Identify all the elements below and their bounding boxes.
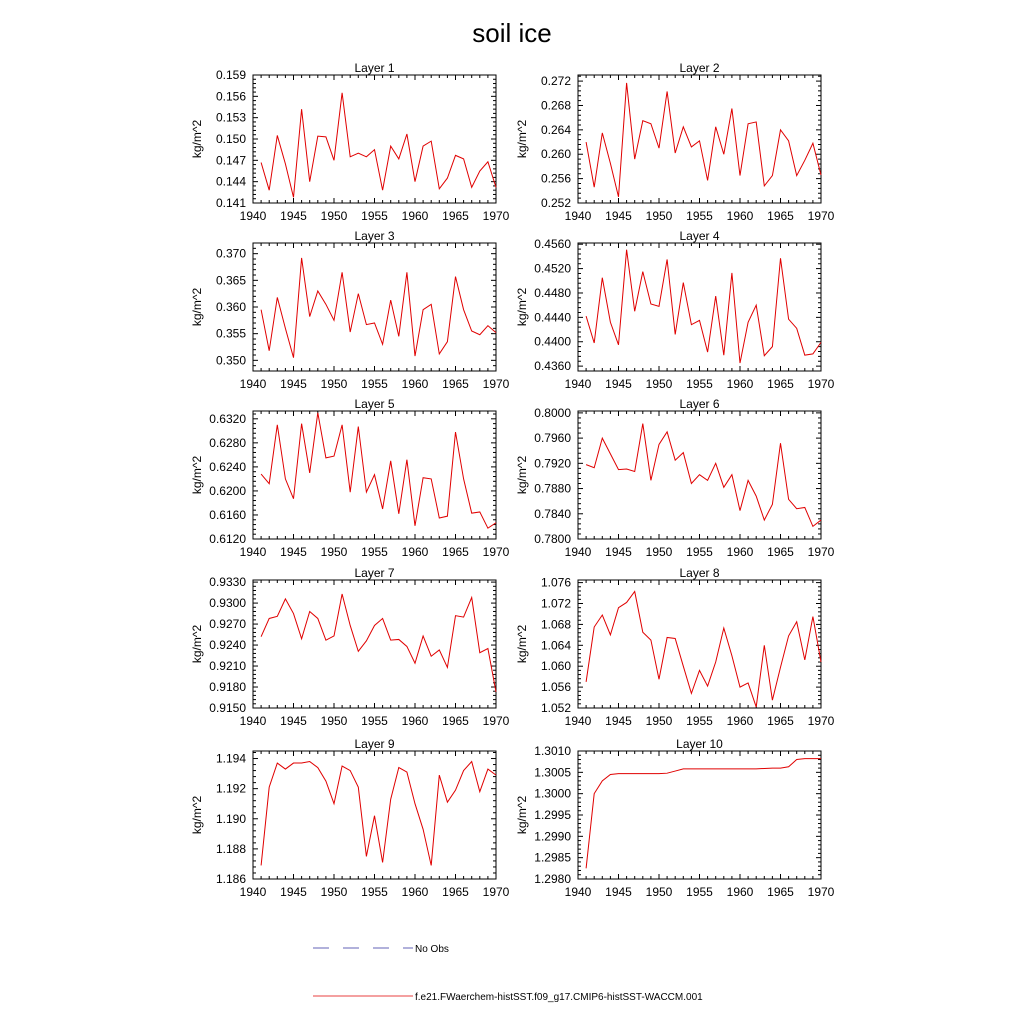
y-tick-label: 1.2995 xyxy=(534,808,571,822)
y-tick-label: 0.9180 xyxy=(209,680,246,695)
plot-frame xyxy=(253,580,496,708)
panel-layer-6 xyxy=(515,397,835,559)
y-tick-label: 0.141 xyxy=(215,196,246,210)
y-tick-label: 0.4400 xyxy=(534,334,571,349)
plot-frame xyxy=(578,751,821,879)
x-tick-label: 1945 xyxy=(280,714,307,728)
y-tick-label: 0.260 xyxy=(540,147,571,162)
x-tick-label: 1945 xyxy=(280,209,307,223)
x-tick-label: 1950 xyxy=(320,377,348,391)
y-tick-label: 0.350 xyxy=(215,353,246,368)
x-tick-label: 1960 xyxy=(401,377,429,391)
x-tick-label: 1940 xyxy=(239,714,267,728)
y-axis-label: kg/m^2 xyxy=(190,287,204,327)
x-tick-label: 1940 xyxy=(239,545,267,559)
y-tick-label: 1.188 xyxy=(215,841,246,856)
y-tick-label: 1.068 xyxy=(540,617,571,632)
y-tick-label: 1.3005 xyxy=(534,765,571,780)
y-tick-label: 1.060 xyxy=(540,659,571,674)
panel-title: Layer 3 xyxy=(354,229,395,243)
y-tick-label: 0.370 xyxy=(215,246,246,261)
x-tick-label: 1960 xyxy=(401,714,429,728)
x-tick-label: 1955 xyxy=(361,885,388,899)
y-axis-label: kg/m^2 xyxy=(515,624,529,664)
x-tick-label: 1950 xyxy=(320,545,348,559)
y-tick-label: 0.6240 xyxy=(209,459,246,474)
y-axis-label: kg/m^2 xyxy=(515,119,529,159)
y-tick-label: 0.9330 xyxy=(209,575,246,590)
x-tick-label: 1945 xyxy=(605,885,632,899)
y-tick-label: 0.4480 xyxy=(534,285,571,300)
series-line xyxy=(586,759,821,869)
panel-layer-10 xyxy=(515,737,835,899)
y-tick-label: 0.9240 xyxy=(209,638,246,653)
x-tick-label: 1965 xyxy=(767,545,794,559)
x-tick-label: 1950 xyxy=(645,714,673,728)
x-tick-label: 1955 xyxy=(361,714,388,728)
y-tick-label: 0.4440 xyxy=(534,310,571,325)
x-tick-label: 1940 xyxy=(564,377,592,391)
y-tick-label: 0.7920 xyxy=(534,456,571,471)
y-tick-label: 0.355 xyxy=(215,326,246,341)
x-tick-label: 1970 xyxy=(482,377,510,391)
x-tick-label: 1945 xyxy=(280,885,307,899)
plot-frame xyxy=(578,243,821,371)
plot-frame xyxy=(578,580,821,708)
series-line xyxy=(586,250,821,363)
x-tick-label: 1965 xyxy=(442,545,469,559)
y-tick-label: 0.268 xyxy=(540,98,571,113)
y-tick-label: 0.7840 xyxy=(534,506,571,521)
x-tick-label: 1955 xyxy=(686,209,713,223)
x-tick-label: 1940 xyxy=(564,209,592,223)
plot-frame xyxy=(253,75,496,203)
y-tick-label: 0.264 xyxy=(540,122,571,137)
panel-layer-8 xyxy=(515,566,835,728)
y-axis-label: kg/m^2 xyxy=(515,287,529,327)
x-tick-label: 1970 xyxy=(807,377,835,391)
panel-title: Layer 8 xyxy=(679,566,720,580)
y-tick-label: 1.2985 xyxy=(534,850,571,865)
y-tick-label: 0.9150 xyxy=(209,701,246,715)
x-tick-label: 1965 xyxy=(442,377,469,391)
series-line xyxy=(586,83,821,197)
panel-layer-5 xyxy=(190,397,510,559)
plot-frame xyxy=(253,243,496,371)
series-line xyxy=(586,591,821,706)
x-tick-label: 1955 xyxy=(686,545,713,559)
series-line xyxy=(261,258,496,358)
x-tick-label: 1970 xyxy=(482,545,510,559)
y-axis-label: kg/m^2 xyxy=(190,119,204,159)
panels xyxy=(190,61,835,899)
y-tick-label: 1.190 xyxy=(215,811,246,826)
x-tick-label: 1940 xyxy=(239,377,267,391)
y-tick-label: 1.186 xyxy=(215,872,246,886)
series-line xyxy=(261,93,496,198)
y-tick-label: 0.156 xyxy=(215,89,246,104)
y-tick-label: 1.052 xyxy=(540,701,571,715)
x-tick-label: 1955 xyxy=(686,885,713,899)
x-tick-label: 1960 xyxy=(726,209,754,223)
x-tick-label: 1950 xyxy=(645,377,673,391)
y-tick-label: 0.256 xyxy=(540,171,571,186)
x-tick-label: 1940 xyxy=(239,885,267,899)
y-tick-label: 0.272 xyxy=(540,74,571,89)
panel-title: Layer 10 xyxy=(676,737,723,751)
x-tick-label: 1945 xyxy=(605,377,632,391)
x-tick-label: 1950 xyxy=(320,714,348,728)
x-tick-label: 1940 xyxy=(239,209,267,223)
x-tick-label: 1970 xyxy=(482,885,510,899)
y-tick-label: 0.8000 xyxy=(534,405,571,420)
y-tick-label: 1.194 xyxy=(215,751,246,766)
y-tick-label: 1.072 xyxy=(540,596,571,611)
x-tick-label: 1945 xyxy=(280,377,307,391)
series-line xyxy=(261,594,496,692)
x-tick-label: 1955 xyxy=(686,714,713,728)
y-tick-label: 0.150 xyxy=(215,132,246,146)
x-tick-label: 1940 xyxy=(564,714,592,728)
x-tick-label: 1965 xyxy=(442,209,469,223)
plot-frame xyxy=(578,75,821,203)
x-tick-label: 1940 xyxy=(564,885,592,899)
y-tick-label: 1.064 xyxy=(540,638,571,653)
x-tick-label: 1950 xyxy=(645,209,673,223)
x-tick-label: 1940 xyxy=(564,545,592,559)
x-tick-label: 1965 xyxy=(767,209,794,223)
x-tick-label: 1970 xyxy=(807,209,835,223)
x-tick-label: 1950 xyxy=(645,885,673,899)
y-tick-label: 1.2980 xyxy=(534,872,571,886)
y-tick-label: 0.6160 xyxy=(209,507,246,522)
panel-layer-1 xyxy=(190,61,510,223)
y-tick-label: 0.4520 xyxy=(534,261,571,276)
y-tick-label: 0.9210 xyxy=(209,659,246,674)
y-tick-label: 1.192 xyxy=(215,781,246,796)
plot-frame xyxy=(253,751,496,879)
y-tick-label: 0.159 xyxy=(215,68,246,82)
y-axis-label: kg/m^2 xyxy=(515,795,529,835)
y-axis-label: kg/m^2 xyxy=(190,624,204,664)
x-tick-label: 1965 xyxy=(442,885,469,899)
y-tick-label: 0.7960 xyxy=(534,431,571,446)
panel-title: Layer 4 xyxy=(679,229,720,243)
y-tick-label: 1.3010 xyxy=(534,744,571,758)
x-tick-label: 1960 xyxy=(726,377,754,391)
figure-title: soil ice xyxy=(472,18,552,48)
y-tick-label: 0.6120 xyxy=(209,532,246,546)
y-axis-label: kg/m^2 xyxy=(515,455,529,495)
x-tick-label: 1945 xyxy=(605,209,632,223)
series-line xyxy=(586,424,821,527)
x-tick-label: 1970 xyxy=(807,545,835,559)
panel-title: Layer 1 xyxy=(354,61,395,75)
y-tick-label: 0.153 xyxy=(215,110,246,125)
panel-layer-7 xyxy=(190,566,510,728)
x-tick-label: 1965 xyxy=(767,377,794,391)
panel-title: Layer 7 xyxy=(354,566,395,580)
x-tick-label: 1945 xyxy=(605,545,632,559)
y-tick-label: 0.6320 xyxy=(209,411,246,426)
legend-no-obs-label: No Obs xyxy=(415,944,449,955)
x-tick-label: 1955 xyxy=(361,209,388,223)
x-tick-label: 1965 xyxy=(442,714,469,728)
legend xyxy=(313,944,703,1003)
x-tick-label: 1955 xyxy=(686,377,713,391)
x-tick-label: 1950 xyxy=(320,885,348,899)
panel-title: Layer 2 xyxy=(679,61,720,75)
y-tick-label: 1.076 xyxy=(540,575,571,590)
x-tick-label: 1970 xyxy=(807,885,835,899)
y-tick-label: 1.2990 xyxy=(534,829,571,844)
x-tick-label: 1960 xyxy=(401,885,429,899)
x-tick-label: 1970 xyxy=(482,209,510,223)
legend-model-label: f.e21.FWaerchem-histSST.f09_g17.CMIP6-histSST-WACCM.001 xyxy=(415,992,703,1003)
x-tick-label: 1960 xyxy=(726,545,754,559)
y-tick-label: 1.3000 xyxy=(534,786,571,801)
x-tick-label: 1960 xyxy=(401,209,429,223)
y-tick-label: 0.4360 xyxy=(534,359,571,374)
panel-title: Layer 9 xyxy=(354,737,395,751)
y-axis-label: kg/m^2 xyxy=(190,455,204,495)
series-line xyxy=(261,762,496,866)
x-tick-label: 1970 xyxy=(482,714,510,728)
panel-layer-2 xyxy=(515,61,835,223)
x-tick-label: 1950 xyxy=(320,209,348,223)
x-tick-label: 1950 xyxy=(645,545,673,559)
y-tick-label: 0.7880 xyxy=(534,481,571,496)
y-tick-label: 0.365 xyxy=(215,273,246,288)
y-tick-label: 0.4560 xyxy=(534,237,571,252)
y-tick-label: 0.252 xyxy=(540,196,571,210)
y-tick-label: 0.9300 xyxy=(209,596,246,611)
panel-layer-4 xyxy=(515,229,835,391)
x-tick-label: 1960 xyxy=(401,545,429,559)
x-tick-label: 1945 xyxy=(605,714,632,728)
x-tick-label: 1955 xyxy=(361,545,388,559)
panel-layer-3 xyxy=(190,229,510,391)
y-tick-label: 0.6200 xyxy=(209,483,246,498)
x-tick-label: 1965 xyxy=(767,714,794,728)
x-tick-label: 1960 xyxy=(726,885,754,899)
panel-title: Layer 6 xyxy=(679,397,720,411)
x-tick-label: 1955 xyxy=(361,377,388,391)
y-tick-label: 0.147 xyxy=(215,153,246,168)
y-tick-label: 0.360 xyxy=(215,300,246,314)
y-tick-label: 1.056 xyxy=(540,680,571,695)
y-tick-label: 0.6280 xyxy=(209,435,246,450)
y-tick-label: 0.144 xyxy=(215,174,246,189)
panel-layer-9 xyxy=(190,737,510,899)
x-tick-label: 1960 xyxy=(726,714,754,728)
y-tick-label: 0.9270 xyxy=(209,617,246,632)
y-axis-label: kg/m^2 xyxy=(190,795,204,835)
x-tick-label: 1945 xyxy=(280,545,307,559)
x-tick-label: 1965 xyxy=(767,885,794,899)
series-line xyxy=(261,413,496,528)
y-tick-label: 0.7800 xyxy=(534,532,571,546)
panel-title: Layer 5 xyxy=(354,397,395,411)
x-tick-label: 1970 xyxy=(807,714,835,728)
